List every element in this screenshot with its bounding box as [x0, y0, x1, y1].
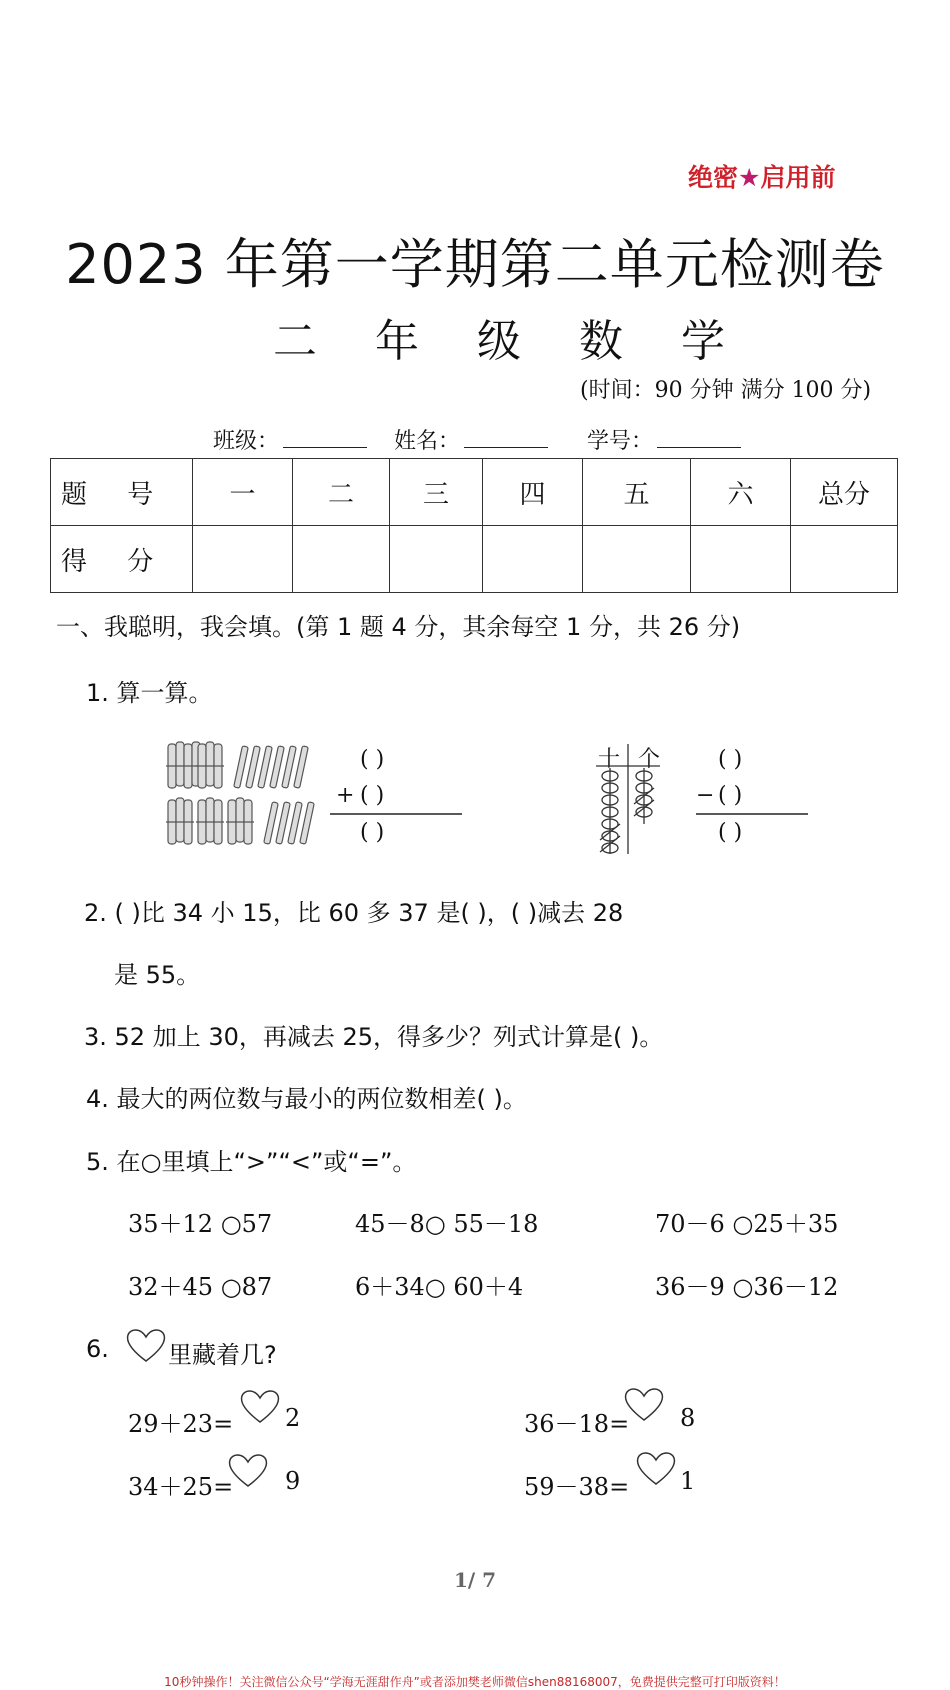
time-info: (时间：90 分钟 满分 100 分): [580, 378, 872, 403]
question-1: 1. 算一算。: [86, 679, 213, 707]
abacus-tens-label: 十: [598, 747, 621, 772]
student-number-field: 学号：: [587, 424, 741, 455]
single-sticks-icon: [234, 746, 309, 788]
score-input[interactable]: [390, 526, 483, 593]
score-input[interactable]: [483, 526, 583, 593]
heart-equation-right: 1: [680, 1467, 696, 1495]
question-3: 3. 52 加上 30，再减去 25，得多少？列式计算是( )。: [84, 1023, 664, 1051]
abacus-ones-label: 个: [638, 747, 661, 772]
score-cell: 二: [293, 459, 390, 526]
promo-banner: 10秒钟操作！关注微信公众号“学海无涯甜作舟”或者添加樊老师微信shen88168007，免费提供完整可打印版资料！: [164, 1675, 786, 1689]
question-2-line-1: 2. ( )比 34 小 15，比 60 多 37 是( )，( )减去 28: [84, 899, 624, 927]
score-cell: 五: [583, 459, 691, 526]
compare-item: 35＋12 ○57: [128, 1210, 273, 1238]
score-cell: 六: [691, 459, 791, 526]
sticks-illustration: [164, 740, 324, 852]
heart-icon: [124, 1327, 168, 1363]
compare-item: 36－9 ○36－12: [655, 1273, 839, 1301]
compare-item: 45－8○ 55－18: [355, 1210, 539, 1238]
addend-blank-1[interactable]: ( ): [360, 747, 385, 772]
class-blank[interactable]: [283, 429, 367, 448]
heart-icon[interactable]: [634, 1450, 678, 1486]
question-6-text: 里藏着几?: [168, 1341, 277, 1369]
plus-sign: +: [336, 783, 355, 808]
minuend-blank[interactable]: ( ): [718, 747, 743, 772]
exam-subtitle: 二 年 级 数 学: [273, 316, 747, 367]
score-cell: 总分: [791, 459, 898, 526]
abacus-illustration: [594, 744, 666, 856]
score-input[interactable]: [293, 526, 390, 593]
name-field: 姓名：: [394, 424, 548, 455]
class-field: 班级：: [213, 424, 367, 455]
stick-bundle-icon: [196, 742, 224, 788]
question-6-number: 6.: [86, 1335, 109, 1363]
subtraction-rule: [696, 812, 808, 816]
minus-sign: −: [696, 783, 715, 808]
stick-bundle-icon: [226, 798, 254, 844]
score-value-row: [51, 526, 898, 593]
subtrahend-blank[interactable]: ( ): [718, 783, 743, 808]
stick-bundle-icon: [166, 742, 202, 788]
single-sticks-icon: [264, 802, 315, 844]
addend-blank-2[interactable]: ( ): [360, 783, 385, 808]
difference-blank[interactable]: ( ): [718, 820, 743, 845]
sum-blank[interactable]: ( ): [360, 820, 385, 845]
heart-equation-left: 34＋25=: [128, 1473, 234, 1501]
score-input[interactable]: [691, 526, 791, 593]
score-cell: 题 号: [51, 459, 193, 526]
section-heading: 一、我聪明，我会填。(第 1 题 4 分，其余每空 1 分，共 26 分): [56, 613, 741, 641]
compare-item: 32＋45 ○87: [128, 1273, 273, 1301]
heart-equation-left: 59－38=: [524, 1473, 630, 1501]
score-cell: 一: [193, 459, 293, 526]
confidential-stamp: 绝密★启用前: [688, 163, 836, 192]
compare-item: 6＋34○ 60＋4: [355, 1273, 524, 1301]
score-cell: 三: [390, 459, 483, 526]
question-4: 4. 最大的两位数与最小的两位数相差( )。: [86, 1085, 527, 1113]
score-input[interactable]: [583, 526, 691, 593]
score-table: [50, 458, 898, 593]
score-header-row: [51, 459, 898, 526]
question-5: 5. 在○里填上“>”“<”或“=”。: [86, 1148, 417, 1176]
addition-rule: [330, 812, 462, 816]
heart-equation-left: 29＋23=: [128, 1410, 234, 1438]
score-input[interactable]: [791, 526, 898, 593]
heart-icon[interactable]: [622, 1386, 666, 1422]
score-cell: 四: [483, 459, 583, 526]
strike-marks-icon: [600, 788, 654, 852]
score-input[interactable]: [193, 526, 293, 593]
exam-title: 2023 年第一学期第二单元检测卷: [65, 233, 885, 296]
heart-equation-right: 8: [680, 1404, 696, 1432]
compare-item: 70－6 ○25＋35: [655, 1210, 839, 1238]
score-cell: 得 分: [51, 526, 193, 593]
question-2-line-2: 是 55。: [114, 961, 201, 989]
number-blank[interactable]: [657, 429, 741, 448]
stick-bundle-icon: [166, 798, 194, 844]
page-number: 1/ 7: [453, 1568, 497, 1592]
heart-icon[interactable]: [226, 1452, 270, 1488]
heart-equation-right: 9: [285, 1467, 301, 1495]
stick-bundle-icon: [196, 798, 224, 844]
heart-icon[interactable]: [238, 1388, 282, 1424]
name-blank[interactable]: [464, 429, 548, 448]
heart-equation-right: 2: [285, 1404, 301, 1432]
heart-equation-left: 36－18=: [524, 1410, 630, 1438]
